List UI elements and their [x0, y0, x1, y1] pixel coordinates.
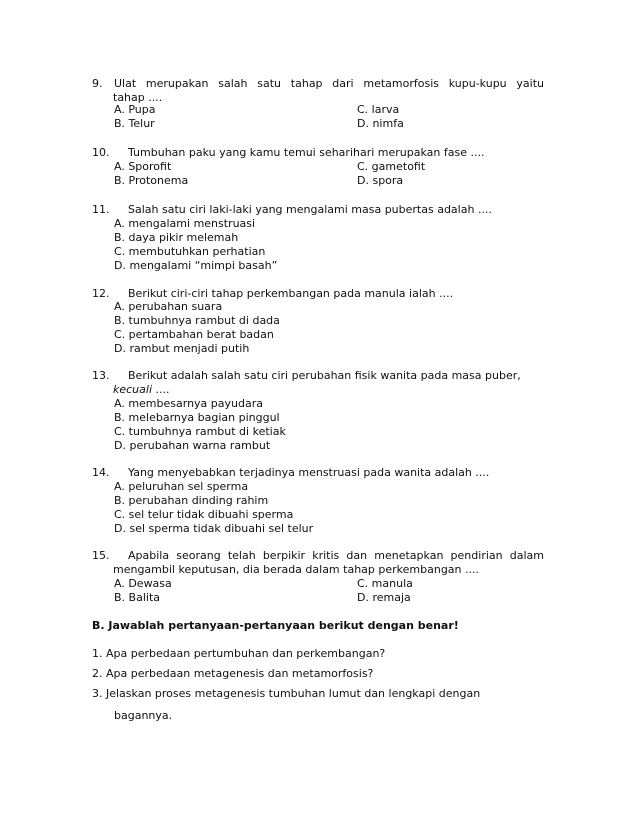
option-c: C. membutuhkan perhatian [114, 245, 266, 258]
question-text: Salah satu ciri laki-laki yang mengalami masa pubertas adalah .... [128, 203, 492, 216]
option-a: A. Pupa [114, 103, 156, 116]
option-b: B. perubahan dinding rahim [114, 494, 269, 507]
option-c: C. manula [357, 577, 413, 590]
option-d: D. perubahan warna rambut [114, 439, 271, 452]
question-text: Apabila seorang telah berpikir kritis dan menetapkan pendirian dalam [128, 549, 544, 562]
question-number: 9. [92, 77, 103, 90]
question-text: Ulat merupakan salah satu tahap dari metamorfosis kupu-kupu yaitu [114, 77, 544, 90]
option-c: C. gametofit [357, 160, 426, 173]
essay-item-1: 1. Apa perbedaan pertumbuhan dan perkembangan? [92, 647, 386, 660]
section-b-heading: B. Jawablah pertanyaan-pertanyaan berikut dengan benar! [92, 619, 459, 632]
option-b: B. melebarnya bagian pinggul [114, 411, 280, 424]
question-number: 11. [92, 203, 110, 216]
option-a: A. membesarnya payudara [114, 397, 263, 410]
option-c: C. tumbuhnya rambut di ketiak [114, 425, 286, 438]
question-text-cont [113, 383, 170, 397]
question-number: 15. [92, 549, 110, 562]
question-number: 10. [92, 146, 110, 159]
question-text: Berikut adalah salah satu ciri perubahan fisik wanita pada masa puber, [128, 369, 521, 382]
option-b: B. tumbuhnya rambut di dada [114, 314, 280, 327]
option-b: B. Balita [114, 591, 160, 604]
option-d: D. sel sperma tidak dibuahi sel telur [114, 522, 314, 535]
option-a: A. mengalami menstruasi [114, 217, 256, 230]
option-d: D. nimfa [357, 117, 404, 130]
option-d: D. mengalami “mimpi basah” [114, 259, 278, 272]
question-9 [92, 77, 544, 91]
question-10 [92, 146, 544, 160]
question-text-cont: mengambil keputusan, dia berada dalam tahap perkembangan .... [113, 563, 479, 576]
question-11 [92, 203, 544, 217]
option-a: A. perubahan suara [114, 300, 223, 313]
question-text: Yang menyebabkan terjadinya menstruasi pada wanita adalah .... [128, 466, 490, 479]
option-c: C. pertambahan berat badan [114, 328, 274, 341]
option-d: D. remaja [357, 591, 411, 604]
question-13 [92, 369, 544, 383]
question-text: Berikut ciri-ciri tahap perkembangan pada manula ialah .... [128, 287, 454, 300]
option-a: A. peluruhan sel sperma [114, 480, 249, 493]
ellipsis: .... [152, 383, 170, 396]
question-12 [92, 287, 544, 301]
option-d: D. spora [357, 174, 404, 187]
question-number: 13. [92, 369, 110, 382]
essay-item-3: 3. Jelaskan proses metagenesis tumbuhan lumut dan lengkapi dengan [92, 687, 481, 700]
question-number: 12. [92, 287, 110, 300]
option-b: B. daya pikir melemah [114, 231, 239, 244]
option-b: B. Telur [114, 117, 155, 130]
option-a: A. Dewasa [114, 577, 172, 590]
option-a: A. Sporofit [114, 160, 172, 173]
option-d: D. rambut menjadi putih [114, 342, 250, 355]
question-15 [92, 549, 544, 563]
option-c: C. larva [357, 103, 400, 116]
option-c: C. sel telur tidak dibuahi sperma [114, 508, 294, 521]
question-text-cont: tahap .... [113, 91, 163, 104]
question-number: 14. [92, 466, 110, 479]
option-b: B. Protonema [114, 174, 189, 187]
essay-item-2: 2. Apa perbedaan metagenesis dan metamorfosis? [92, 667, 374, 680]
italic-kecuali: kecuali [113, 383, 153, 396]
question-text: Tumbuhan paku yang kamu temui seharihari merupakan fase .... [128, 146, 485, 159]
question-14 [92, 466, 544, 480]
essay-item-3-cont: bagannya. [114, 709, 173, 722]
